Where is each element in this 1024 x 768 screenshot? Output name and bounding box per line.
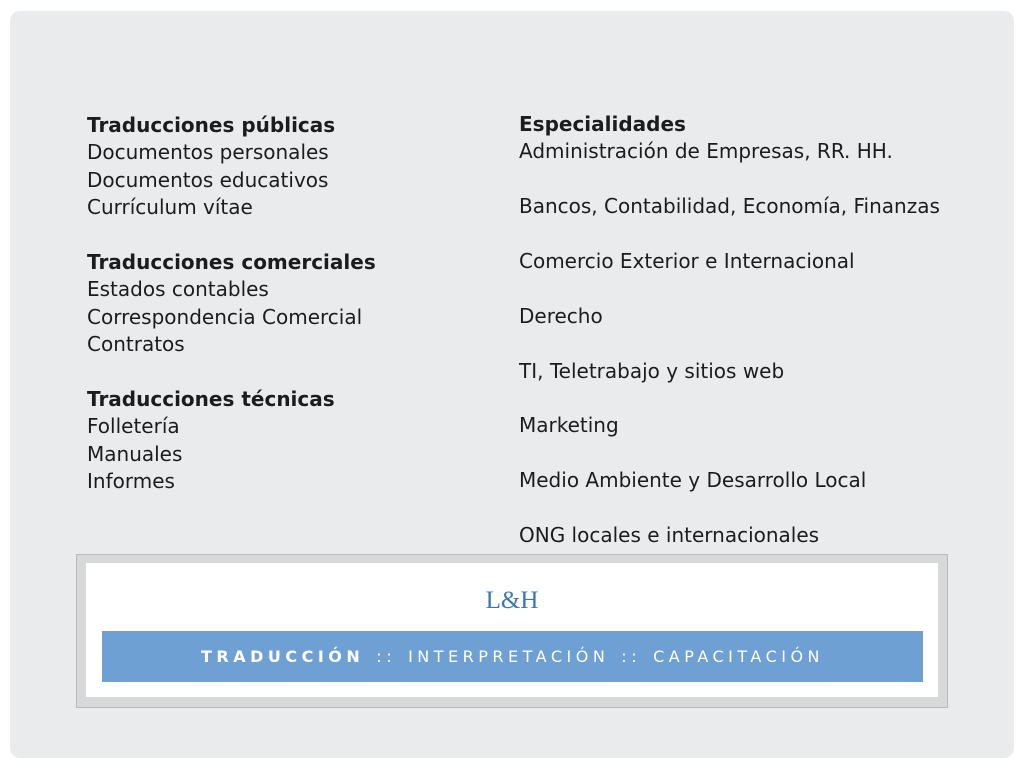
- list-item: ONG locales e internacionales: [519, 522, 820, 547]
- tagline-interpretation: INTERPRETACIÓN: [408, 647, 610, 666]
- list-item: Marketing: [519, 413, 619, 438]
- footer-frame: [76, 554, 948, 708]
- slide: [10, 11, 1014, 758]
- list-item: Folletería: [87, 414, 180, 439]
- tagline-band: [102, 631, 923, 682]
- footer-panel: [86, 563, 938, 697]
- spacer: [519, 330, 1009, 357]
- list-item: Medio Ambiente y Desarrollo Local: [519, 468, 867, 493]
- list-item: Correspondencia Comercial: [87, 304, 363, 329]
- list-item: Bancos, Contabilidad, Economía, Finanzas: [519, 194, 940, 219]
- brand-logo-text: L&H: [485, 587, 539, 614]
- list-item: Estados contables: [87, 277, 269, 302]
- list-item: TI, Teletrabajo y sitios web: [519, 358, 785, 383]
- spacer: [519, 385, 1009, 412]
- spacer: [519, 495, 1009, 522]
- spacer: [519, 221, 1009, 248]
- section-heading-technical: Traducciones técnicas: [87, 387, 335, 412]
- spacer: [519, 275, 1009, 302]
- list-item: Documentos personales: [87, 140, 329, 165]
- spacer: [519, 440, 1009, 467]
- list-item: Comercio Exterior e Internacional: [519, 249, 855, 273]
- list-item: Currículum vítae: [87, 195, 253, 220]
- tagline-separator: ::: [621, 647, 642, 666]
- tagline-separator: ::: [376, 647, 397, 666]
- spacer: [87, 222, 487, 249]
- list-item: Derecho: [519, 303, 603, 328]
- list-item: Administración de Empresas, RR. HH.: [519, 139, 893, 164]
- spacer: [519, 166, 1009, 193]
- section-heading-public: Traducciones públicas: [87, 113, 336, 137]
- list-item: Documentos educativos: [87, 167, 329, 192]
- tagline-translation: TRADUCCIÓN: [200, 647, 365, 666]
- list-item: Contratos: [87, 332, 185, 357]
- list-item: Informes: [87, 469, 175, 494]
- tagline-training: CAPACITACIÓN: [653, 647, 825, 666]
- right-column: [519, 111, 1009, 549]
- list-item: Manuales: [87, 441, 183, 466]
- left-column: [87, 112, 487, 496]
- section-heading-specialties: Especialidades: [519, 112, 686, 136]
- section-heading-commercial: Traducciones comerciales: [87, 250, 376, 275]
- spacer: [87, 359, 487, 386]
